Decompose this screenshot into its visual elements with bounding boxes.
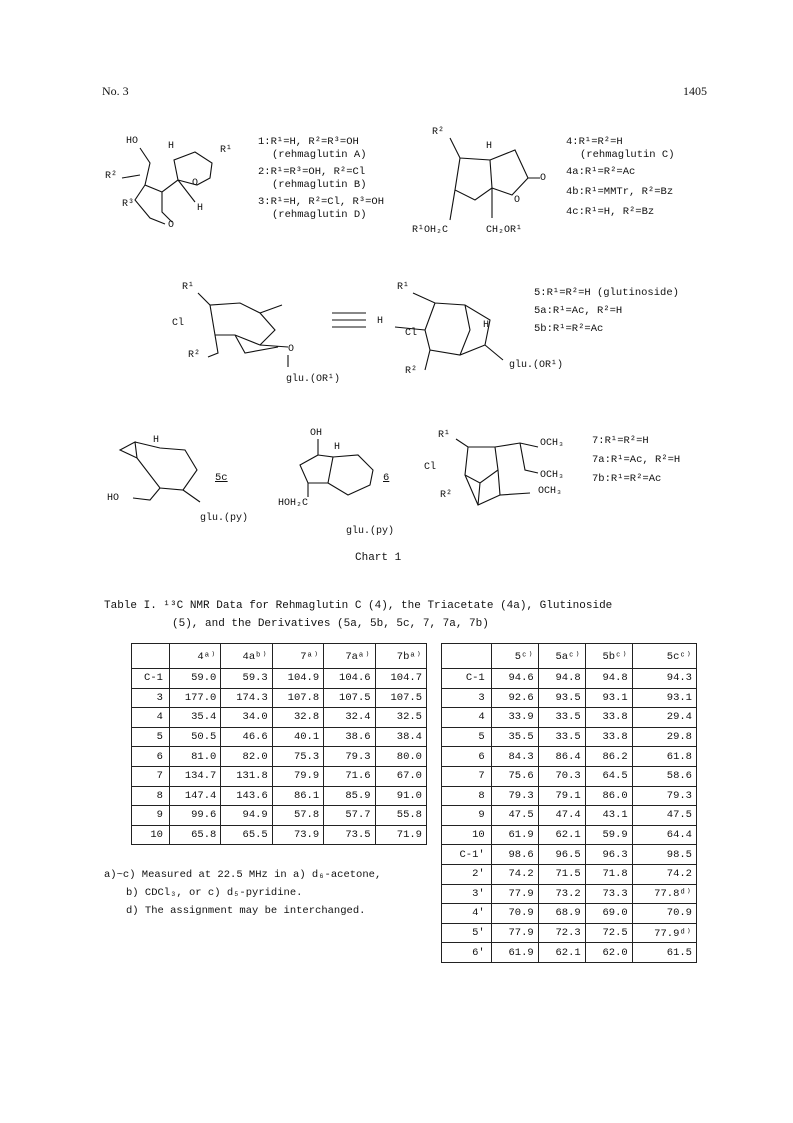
column-header: 5bᶜ⁾ [585,644,632,669]
table-cell: 92.6 [491,688,538,708]
row-label: 6 [132,747,170,767]
table-cell: 86.4 [538,747,585,767]
column-header: 5aᶜ⁾ [538,644,585,669]
label-compound-4a: 4a:R¹=R²=Ac [566,166,636,178]
label-compound-4c: 4c:R¹=H, R²=Bz [566,206,655,218]
table-cell: 86.1 [272,786,323,806]
table-cell: 57.8 [272,806,323,826]
table-cell: 32.8 [272,708,323,728]
table-cell: 107.8 [272,688,323,708]
table-row [442,688,697,708]
table-row [132,766,427,786]
table-cell: 73.5 [324,825,375,845]
table-cell: 68.9 [538,904,585,924]
row-label: 4 [442,708,492,728]
table-cell: 65.5 [221,825,272,845]
table-cell: 93.1 [585,688,632,708]
label-compound-5b: 5b:R¹=R²=Ac [534,323,604,335]
row-label: 2' [442,864,492,884]
row-label: 3 [132,688,170,708]
column-header: 4ᵃ⁾ [169,644,220,669]
chart-caption: Chart 1 [355,552,402,564]
footnote-2: b) CDCl₃, or c) d₅-pyridine. [126,887,303,899]
table-cell: 81.0 [169,747,220,767]
table-cell: 75.3 [272,747,323,767]
table-cell: 79.3 [324,747,375,767]
table-cell: 70.3 [538,766,585,786]
nmr-table-left [131,643,427,845]
table-cell: 62.1 [538,825,585,845]
label-compound-5a: 5a:R¹=Ac, R²=H [534,305,623,317]
table-cell: 33.5 [538,727,585,747]
o-label: O [540,173,547,184]
glu-or-label: glu.(OR¹) [509,360,564,371]
oh-label: OH [310,428,323,439]
table-cell: 62.1 [538,943,585,963]
ho-label: HO [126,136,139,147]
table-cell: 107.5 [375,688,426,708]
table-cell: 38.6 [324,727,375,747]
table-cell: 174.3 [221,688,272,708]
label-compound-4-name: (rehmaglutin C) [580,149,675,161]
ho-label: HO [107,493,120,504]
table-cell: 77.9 [491,923,538,943]
page-number: 1405 [683,84,707,98]
r1-label: R¹ [182,282,195,293]
table-cell: 143.6 [221,786,272,806]
table-cell: 93.5 [538,688,585,708]
h-label: H [168,141,175,152]
column-header: 7aᵃ⁾ [324,644,375,669]
row-label: C-1' [442,845,492,865]
header-corner [132,644,170,669]
column-header: 7bᵃ⁾ [375,644,426,669]
label-compound-1-name: (rehmaglutin A) [272,149,367,161]
table-cell: 77.9 [491,884,538,904]
table-caption-line-1: Table I. ¹³C NMR Data for Rehmaglutin C (4), the Triacetate (4a), Glutinoside [104,600,613,612]
table-cell: 94.3 [632,669,696,689]
equivalence-sign [330,310,370,330]
table-row [442,766,697,786]
label-compound-4: 4:R¹=R²=H [566,136,623,148]
o-label-2: O [168,220,175,231]
table-row [132,688,427,708]
table-cell: 80.0 [375,747,426,767]
table-cell: 61.9 [491,825,538,845]
table-row [442,806,697,826]
h-label: H [486,141,493,152]
o-label: O [192,178,199,189]
table-cell: 91.0 [375,786,426,806]
o-label: O [288,344,295,355]
table-cell: 73.3 [585,884,632,904]
table-header-row [442,644,697,669]
row-label: 8 [132,786,170,806]
label-compound-2-name: (rehmaglutin B) [272,179,367,191]
r2-label: R² [105,171,118,182]
structure-glutinoside-left [160,275,341,385]
row-label: 4' [442,904,492,924]
structure-rehmaglutin-c [410,120,570,235]
h-label-2: H [483,320,490,331]
table-caption [104,597,704,633]
table-cell: 99.6 [169,806,220,826]
label-compound-7: 7:R¹=R²=H [592,435,649,447]
table-cell: 73.9 [272,825,323,845]
row-label: 7 [442,766,492,786]
table-row [442,825,697,845]
table-row [132,825,427,845]
hoh2c-label: HOH₂C [278,498,309,509]
structure-rehmaglutin-a-b-d [100,130,260,230]
table-row [442,923,697,943]
table-cell: 86.0 [585,786,632,806]
table-cell: 43.1 [585,806,632,826]
o-label-2: O [514,195,521,206]
table-cell: 58.6 [632,766,696,786]
table-cell: 35.5 [491,727,538,747]
label-compound-4b: 4b:R¹=MMTr, R²=Bz [566,186,674,198]
structure-7 [420,425,580,525]
table-cell: 59.0 [169,669,220,689]
r1-label: R¹ [397,282,410,293]
table-cell: 77.8ᵈ⁾ [632,884,696,904]
table-cell: 62.0 [585,943,632,963]
row-label: 10 [442,825,492,845]
h-label: H [153,435,160,446]
row-label: 9 [442,806,492,826]
table-cell: 64.5 [585,766,632,786]
table-row [442,845,697,865]
table-cell: 70.9 [491,904,538,924]
table-cell: 70.9 [632,904,696,924]
table-cell: 79.3 [491,786,538,806]
label-compound-6: 6 [383,472,390,484]
nmr-table-right [441,643,697,963]
r2-label: R² [440,490,453,501]
table-cell: 77.9ᵈ⁾ [632,923,696,943]
table-cell: 98.6 [491,845,538,865]
table-row [442,669,697,689]
table-cell: 79.1 [538,786,585,806]
table-cell: 47.4 [538,806,585,826]
table-cell: 65.8 [169,825,220,845]
table-cell: 93.1 [632,688,696,708]
label-compound-7b: 7b:R¹=R²=Ac [592,473,662,485]
table-cell: 69.0 [585,904,632,924]
glu-py-label: glu.(py) [346,526,395,537]
table-cell: 33.9 [491,708,538,728]
row-label: 6' [442,943,492,963]
table-cell: 72.3 [538,923,585,943]
table-cell: 33.8 [585,727,632,747]
label-compound-1: 1:R¹=H, R²=R³=OH [258,136,359,148]
table-cell: 64.4 [632,825,696,845]
table-cell: 71.8 [585,864,632,884]
table-cell: 57.7 [324,806,375,826]
table-cell: 82.0 [221,747,272,767]
table-cell: 94.8 [585,669,632,689]
table-cell: 85.9 [324,786,375,806]
row-label: C-1 [132,669,170,689]
table-row [442,727,697,747]
table-cell: 59.9 [585,825,632,845]
row-label: 6 [442,747,492,767]
table-row [442,904,697,924]
journal-issue: No. 3 [102,84,129,98]
table-cell: 61.9 [491,943,538,963]
row-label: 3 [442,688,492,708]
header-corner [442,644,492,669]
table-row [132,806,427,826]
table-cell: 40.1 [272,727,323,747]
och3-label-3: OCH₃ [538,486,563,497]
table-caption-line-2: (5), and the Derivatives (5a, 5b, 5c, 7, 7a, 7b) [172,618,489,630]
h-label: H [334,442,341,453]
structure-5c [105,430,265,524]
glu-py-label: glu.(py) [200,513,249,524]
table-row [442,747,697,767]
column-header: 4aᵇ⁾ [221,644,272,669]
table-cell: 47.5 [491,806,538,826]
table-row [132,727,427,747]
column-header: 5cᶜ⁾ [632,644,696,669]
table-footnotes [104,866,381,920]
och3-label-2: OCH₃ [540,470,565,481]
table-row [442,786,697,806]
table-cell: 74.2 [491,864,538,884]
h-label: H [377,316,384,327]
glu-or-label: glu.(OR¹) [286,374,341,385]
table-cell: 104.6 [324,669,375,689]
table-cell: 79.9 [272,766,323,786]
table-cell: 33.8 [585,708,632,728]
table-cell: 79.3 [632,786,696,806]
table-cell: 147.4 [169,786,220,806]
r2-label: R² [188,350,201,361]
table-header-row [132,644,427,669]
column-header: 5ᶜ⁾ [491,644,538,669]
table-cell: 35.4 [169,708,220,728]
column-header: 7ᵃ⁾ [272,644,323,669]
table-cell: 67.0 [375,766,426,786]
label-compound-3: 3:R¹=H, R²=Cl, R³=OH [258,196,385,208]
cl-label: Cl [405,328,418,339]
table-cell: 59.3 [221,669,272,689]
row-label: 3' [442,884,492,904]
row-label: 10 [132,825,170,845]
table-row [442,943,697,963]
label-compound-2: 2:R¹=R³=OH, R²=Cl [258,166,366,178]
table-cell: 104.9 [272,669,323,689]
row-label: 7 [132,766,170,786]
table-cell: 98.5 [632,845,696,865]
table-cell: 134.7 [169,766,220,786]
table-cell: 131.8 [221,766,272,786]
cl-label: Cl [424,462,437,473]
table-cell: 73.2 [538,884,585,904]
table-cell: 94.6 [491,669,538,689]
row-label: C-1 [442,669,492,689]
table-row [132,786,427,806]
r1-label: R¹ [438,430,451,441]
cl-label: Cl [172,318,185,329]
table-cell: 71.5 [538,864,585,884]
r3-label: R³ [122,199,135,210]
table-row [442,708,697,728]
table-row [132,708,427,728]
table-cell: 32.4 [324,708,375,728]
table-cell: 86.2 [585,747,632,767]
table-cell: 32.5 [375,708,426,728]
structure-glutinoside-right [375,275,564,385]
table-cell: 50.5 [169,727,220,747]
table-cell: 71.9 [375,825,426,845]
table-cell: 177.0 [169,688,220,708]
table-cell: 96.5 [538,845,585,865]
r1-label: R¹ [220,145,233,156]
table-cell: 38.4 [375,727,426,747]
table-row [132,669,427,689]
table-cell: 72.5 [585,923,632,943]
label-compound-5c: 5c [215,472,228,484]
table-cell: 55.8 [375,806,426,826]
table-cell: 75.6 [491,766,538,786]
r2-label: R² [432,127,445,138]
table-cell: 34.0 [221,708,272,728]
table-cell: 29.4 [632,708,696,728]
row-label: 9 [132,806,170,826]
table-cell: 46.6 [221,727,272,747]
label-compound-5: 5:R¹=R²=H (glutinoside) [534,287,679,299]
table-cell: 47.5 [632,806,696,826]
footnote-1: a)~c) Measured at 22.5 MHz in a) d₆-acetone, [104,869,382,881]
footnote-3: d) The assignment may be interchanged. [126,905,366,917]
table-cell: 107.5 [324,688,375,708]
table-row [442,864,697,884]
table-cell: 71.6 [324,766,375,786]
table-cell: 94.8 [538,669,585,689]
table-cell: 61.5 [632,943,696,963]
table-cell: 96.3 [585,845,632,865]
table-cell: 94.9 [221,806,272,826]
h-label-2: H [197,203,204,214]
table-cell: 61.8 [632,747,696,767]
r1oh2c-label: R¹OH₂C [412,225,449,236]
table-cell: 29.8 [632,727,696,747]
row-label: 5 [442,727,492,747]
row-label: 8 [442,786,492,806]
row-label: 5 [132,727,170,747]
label-compound-3-name: (rehmaglutin D) [272,209,367,221]
r2-label: R² [405,366,418,377]
table-cell: 74.2 [632,864,696,884]
row-label: 4 [132,708,170,728]
row-label: 5' [442,923,492,943]
table-row [132,747,427,767]
ch2or1-label: CH₂OR¹ [486,225,523,236]
label-compound-7a: 7a:R¹=Ac, R²=H [592,454,681,466]
table-row [442,884,697,904]
table-cell: 84.3 [491,747,538,767]
table-cell: 104.7 [375,669,426,689]
table-cell: 33.5 [538,708,585,728]
och3-label: OCH₃ [540,438,565,449]
